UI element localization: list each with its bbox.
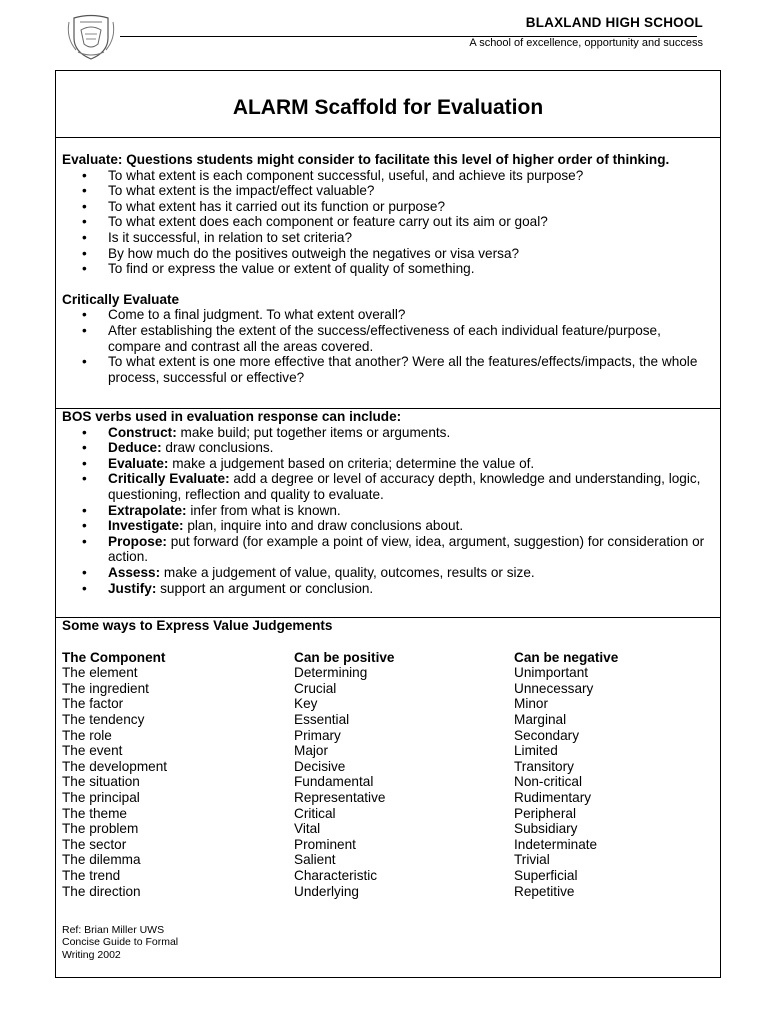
table-cell: The direction: [62, 883, 141, 899]
table-cell: Critical: [294, 805, 336, 821]
critically-evaluate-heading: Critically Evaluate: [62, 291, 180, 307]
list-item: • Justify: support an argument or conclusion.: [82, 580, 374, 596]
reference-line: Ref: Brian Miller UWS: [62, 923, 165, 936]
table-cell: Determining: [294, 665, 368, 681]
bos-verbs-section: [56, 409, 720, 618]
table-cell: The ingredient: [62, 680, 149, 696]
table-cell: Rudimentary: [514, 789, 592, 805]
reference-line: Concise Guide to Formal: [62, 936, 179, 948]
list-item: • Investigate: plan, inquire into and draw conclusions about.: [82, 518, 464, 534]
table-cell: Non-critical: [514, 774, 582, 790]
negative-column: [514, 650, 714, 900]
verb-term: Critically Evaluate:: [108, 471, 230, 487]
verb-term: Assess:: [108, 564, 161, 580]
value-judgements-heading: Some ways to Express Value Judgements: [62, 618, 333, 633]
bos-verbs-heading: BOS verbs used in evaluation response can include:: [62, 409, 402, 424]
list-item: • Construct: make build; put together items or arguments.: [82, 424, 451, 440]
table-cell: The element: [62, 665, 138, 681]
list-item: • To what extent does each component or feature carry out its aim or goal?: [82, 214, 548, 230]
bos-verbs-list: [62, 425, 714, 597]
reference-note: [62, 924, 178, 962]
table-cell: The factor: [62, 696, 124, 712]
verb-term: Construct:: [108, 424, 177, 440]
positive-column: [294, 650, 514, 900]
title-section: [56, 71, 720, 138]
list-item: • To what extent is the impact/effect valuable?: [82, 183, 375, 199]
table-cell: Characteristic: [294, 867, 378, 883]
table-cell: Subsidiary: [514, 821, 578, 837]
table-cell: Representative: [294, 789, 386, 805]
evaluate-question-list: [62, 168, 714, 277]
table-cell: Repetitive: [514, 883, 575, 899]
table-cell: The trend: [62, 867, 121, 883]
table-cell: Marginal: [514, 711, 567, 727]
verb-term: Investigate:: [108, 518, 184, 534]
table-cell: Superficial: [514, 867, 578, 883]
scaffold-document: [55, 70, 721, 978]
table-cell: The tendency: [62, 711, 145, 727]
list-item: • To what extent is one more effective that another? Were all the features/effects/impacts, the whole process, successful or effective?: [82, 354, 698, 385]
value-judgements-table: [62, 650, 714, 900]
table-cell: Major: [294, 743, 328, 759]
list-item: • By how much do the positives outweigh the negatives or visa versa?: [82, 245, 520, 261]
table-cell: The dilemma: [62, 852, 141, 868]
table-cell: Prominent: [294, 836, 356, 852]
verb-definition: make a judgement of value, quality, outcomes, results or size.: [160, 564, 535, 580]
list-item: • To what extent is each component successful, useful, and achieve its purpose?: [82, 167, 584, 183]
list-item: • Come to a final judgment. To what extent overall?: [82, 307, 406, 323]
list-item: • Propose: put forward (for example a point of view, idea, argument, suggestion) for consideration or action.: [82, 533, 705, 565]
list-item: • Deduce: draw conclusions.: [82, 440, 274, 456]
list-item: • Is it successful, in relation to set criteria?: [82, 229, 353, 245]
table-cell: Trivial: [514, 852, 550, 868]
table-cell: The event: [62, 743, 123, 759]
table-cell: Minor: [514, 696, 548, 712]
table-cell: Crucial: [294, 680, 337, 696]
verb-term: Extrapolate:: [108, 502, 187, 518]
page-title: ALARM Scaffold for Evaluation: [232, 96, 544, 119]
list-item: • Assess: make a judgement of value, quality, outcomes, results or size.: [82, 564, 535, 580]
table-cell: Peripheral: [514, 805, 576, 821]
verb-definition: draw conclusions.: [161, 440, 274, 456]
table-cell: Secondary: [514, 727, 579, 743]
evaluate-heading: Evaluate: Questions students might consider to facilitate this level of higher order of thinking.: [62, 152, 670, 167]
column-header-component: The Component: [62, 649, 166, 665]
column-header-negative: Can be negative: [514, 649, 619, 665]
table-cell: Key: [294, 696, 318, 712]
table-cell: The principal: [62, 789, 140, 805]
table-cell: Decisive: [294, 758, 346, 774]
verb-definition: support an argument or conclusion.: [156, 580, 374, 596]
table-cell: Unnecessary: [514, 680, 594, 696]
verb-definition: add a degree or level of accuracy depth, knowledge and understanding, logic, questioning, reflection and quality to evaluate.: [108, 471, 701, 502]
list-item: • Evaluate: make a judgement based on criteria; determine the value of.: [82, 455, 535, 471]
verb-definition: infer from what is known.: [186, 502, 341, 518]
verb-definition: plan, inquire into and draw conclusions about.: [183, 518, 464, 534]
table-cell: Fundamental: [294, 774, 374, 790]
verb-definition: make build; put together items or arguments.: [176, 424, 451, 440]
table-cell: Indeterminate: [514, 836, 598, 852]
evaluate-section: [56, 138, 720, 409]
verb-term: Evaluate:: [108, 455, 169, 471]
table-cell: The problem: [62, 821, 139, 837]
table-cell: The situation: [62, 774, 140, 790]
value-judgements-section: [56, 618, 720, 899]
table-cell: Essential: [294, 711, 350, 727]
verb-term: Deduce:: [108, 440, 162, 456]
list-item: • To find or express the value or extent of quality of something.: [82, 261, 475, 277]
reference-line: Writing 2002: [62, 948, 121, 961]
table-cell: The sector: [62, 836, 127, 852]
table-cell: The role: [62, 727, 112, 743]
verb-term: Propose:: [108, 533, 167, 549]
table-cell: Transitory: [514, 758, 574, 774]
list-item: • To what extent has it carried out its function or purpose?: [82, 198, 446, 214]
component-column: [62, 650, 294, 900]
table-cell: Limited: [514, 743, 558, 759]
verb-definition: put forward (for example a point of view, idea, argument, suggestion) for consideration or action.: [108, 533, 705, 565]
verb-definition: make a judgement based on criteria; determine the value of.: [168, 455, 535, 471]
table-cell: Underlying: [294, 883, 359, 899]
list-item: • After establishing the extent of the success/effectiveness of each individual feature/purpose, compare and contrast all the areas covered.: [82, 322, 661, 354]
table-cell: Salient: [294, 852, 336, 868]
table-cell: Unimportant: [514, 665, 589, 681]
table-cell: Primary: [294, 727, 341, 743]
school-motto: A school of excellence, opportunity and success: [469, 37, 703, 49]
verb-term: Justify:: [108, 580, 157, 596]
critically-evaluate-list: [62, 307, 714, 385]
table-cell: Vital: [294, 821, 321, 837]
list-item: • Extrapolate: infer from what is known.: [82, 502, 341, 518]
school-name: BLAXLAND HIGH SCHOOL: [525, 15, 703, 30]
table-cell: The development: [62, 758, 168, 774]
column-header-positive: Can be positive: [294, 649, 395, 665]
list-item: • Critically Evaluate: add a degree or level of accuracy depth, knowledge and understanding, logic, questioning, reflection and quality to evaluate.: [82, 471, 701, 502]
school-crest-logo: [64, 12, 118, 62]
table-cell: The theme: [62, 805, 127, 821]
